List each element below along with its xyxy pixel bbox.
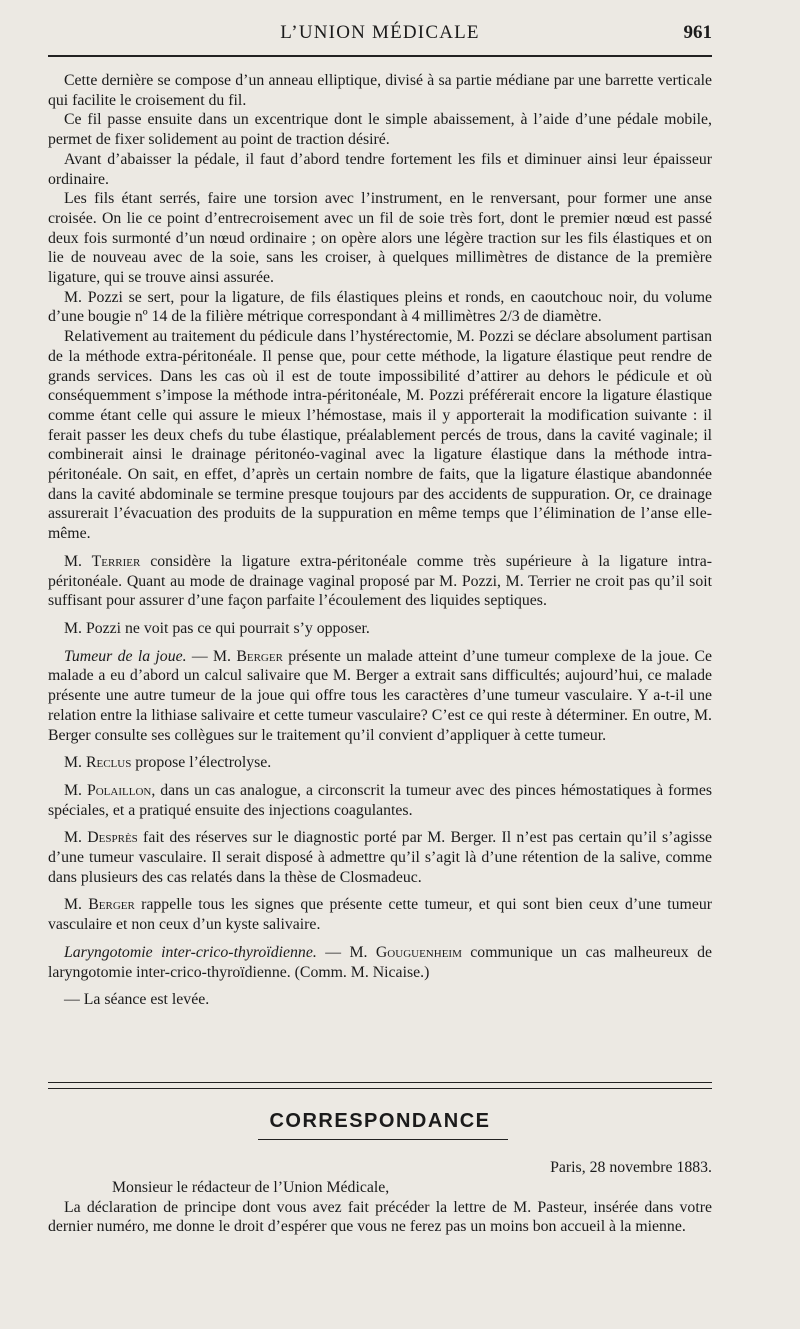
paragraph: M. Berger rappelle tous les signes que présente cette tumeur, et qui sont bien ceux d’une tumeur vasculaire et non ceux d’un kyste salivaire. bbox=[48, 896, 712, 934]
paragraph: M. Terrier considère la ligature extra-péritonéale comme très supérieure à la ligature intra-péritonéale. Quant au mode de drainage vaginal proposé par M. Pozzi, M. Terrier ne croit pas qu’il soit suffisant pour assurer d’une façon parfaite l’écoulement des liquides septiques. bbox=[48, 552, 712, 610]
subsection-title: Laryngotomie inter-crico-thyroïdienne. bbox=[64, 943, 317, 961]
page-number: 961 bbox=[683, 22, 712, 43]
letter-salutation: Monsieur le rédacteur de l’Union Médicale, bbox=[112, 1179, 390, 1196]
paragraph: Tumeur de la joue. — M. Berger présente un malade atteint d’une tumeur complexe de la joue. Ce malade a eu d’abord un calcul salivaire que M. Berger a extrait sans difficultés; aujourd’hui, ce malade présente une autre tumeur de la joue qui offre tous les caractères d’une tumeur vasculaire. Y a-t-il une relation entre la lithiase salivaire et cette tumeur vasculaire? C’est ce qui reste à déterminer. En outre, M. Berger consulte ses collègues sur le traitement qu’il convient d’appliquer à cette tumeur. bbox=[48, 647, 713, 744]
section-heading: CORRESPONDANCE bbox=[269, 1110, 491, 1132]
speaker-name: M. Pozzi bbox=[64, 288, 123, 306]
section-divider bbox=[48, 1088, 712, 1089]
paragraph: M. Pozzi ne voit pas ce qui pourrait s’y opposer. bbox=[64, 619, 370, 637]
paragraph: Les fils étant serrés, faire une torsion avec l’instrument, en le renversant, pour former une anse croisée. On lie ce point d’entrecroisement avec un fil de soie très fort, dont le premier nœud est passé deux fois surmonté d’un nœud ordinaire ; on opère alors une légère traction sur les fils élastiques et on lie de nouveau avec de la soie, sans les croiser, à quelques millimètres de distance de la première ligature, qui se trouve ainsi assurée. bbox=[48, 190, 712, 287]
letter-paragraph: La déclaration de principe dont vous avez fait précéder la lettre de M. Pasteur, insérée dans votre dernier numéro, me donne le droit d’espérer que vous ne ferez pas un moins bon accueil à la mienne. bbox=[48, 1198, 712, 1236]
speaker-name: M. Polaillon bbox=[64, 781, 152, 799]
letter-body bbox=[48, 1178, 712, 1237]
paragraph: M. Desprès fait des réserves sur le diagnostic porté par M. Berger. Il n’est pas certain qu’il s’agisse d’une tumeur vasculaire. Il serait disposé à admettre qu’il s’agit là d’une rétention de la salive, comme dans plusieurs des cas relatés dans la thèse de Closmadeuc. bbox=[48, 829, 713, 886]
journal-title: L’UNION MÉDICALE bbox=[280, 22, 480, 43]
speaker-name: M. Desprès bbox=[64, 829, 138, 847]
section-divider bbox=[48, 1082, 712, 1083]
heading-underline bbox=[258, 1139, 508, 1140]
speaker-name: M. Berger bbox=[64, 896, 135, 914]
paragraph: Laryngotomie inter-crico-thyroïdienne. — M. Gouguenheim communique un cas malheureux de laryngotomie inter-crico-thyroïdienne. (Comm. M. Nicaise.) bbox=[48, 943, 712, 981]
header-rule bbox=[48, 55, 712, 57]
paragraph: M. Reclus propose l’électrolyse. bbox=[64, 754, 272, 772]
page-header bbox=[48, 22, 712, 50]
speaker-name: M. Gouguenheim bbox=[349, 943, 462, 961]
subsection-title: Tumeur de la joue. bbox=[64, 647, 187, 665]
paragraph: Avant d’abaisser la pédale, il faut d’abord tendre fortement les fils et diminuer ainsi leur épaisseur ordinaire. bbox=[48, 150, 712, 188]
paragraph: M. Polaillon, dans un cas analogue, a circonscrit la tumeur avec des pinces hémostatiques à formes spéciales, et a pratiqué ensuite des injections coagulantes. bbox=[48, 781, 712, 819]
speaker-name: M. Pozzi bbox=[64, 619, 122, 637]
speaker-name: M. Reclus bbox=[64, 754, 132, 772]
speaker-name: M. Berger bbox=[213, 647, 283, 665]
article-body bbox=[48, 71, 712, 1010]
letter-date: Paris, 28 novembre 1883. bbox=[550, 1159, 712, 1176]
paragraph: Relativement au traitement du pédicule dans l’hystérectomie, M. Pozzi se déclare absolument partisan de la méthode extra-péritonéale. Il pense que, pour cette méthode, la ligature élastique peut rendre de grands services. Dans les cas où il est de toute impossibilité d’attirer au dehors le pédicule et où conséquemment s’impose la méthode intra-péritonéale, M. Pozzi préférerait encore la ligature élastique comme étant celle qui assure le mieux l’hémostase, mais il y apporterait la modification suivante : il ferait passer les deux chefs du tube élastique, préalablement percés de trous, dans la cavité vaginale; il combinerait ainsi le drainage péritonéo-vaginal avec la ligature élastique dans la méthode intra-péritonéale. On sait, en effet, d’après un certain nombre de faits, que la ligature élastique abandonnée dans la cavité abdominale se termine presque toujours par des accidents de suppuration. Or, ce drainage assurerait l’évacuation des produits de la suppuration en même temps que l’élimination de l’anse elle-même. bbox=[48, 328, 712, 543]
speaker-name: M. Terrier bbox=[64, 552, 141, 570]
paragraph: Ce fil passe ensuite dans un excentrique dont le simple abaissement, à l’aide d’une pédale mobile, permet de fixer solidement au point de traction désiré. bbox=[48, 111, 712, 149]
paragraph: M. Pozzi se sert, pour la ligature, de fils élastiques pleins et ronds, en caoutchouc noir, du volume d’une bougie nº 14 de la filière métrique correspondant à 4 millimètres 2/3 de diamètre. bbox=[48, 288, 713, 326]
paragraph: Cette dernière se compose d’un anneau elliptique, divisé à sa partie médiane par une barrette verticale qui facilite le croisement du fil. bbox=[48, 72, 712, 109]
paragraph: — La séance est levée. bbox=[64, 991, 210, 1009]
